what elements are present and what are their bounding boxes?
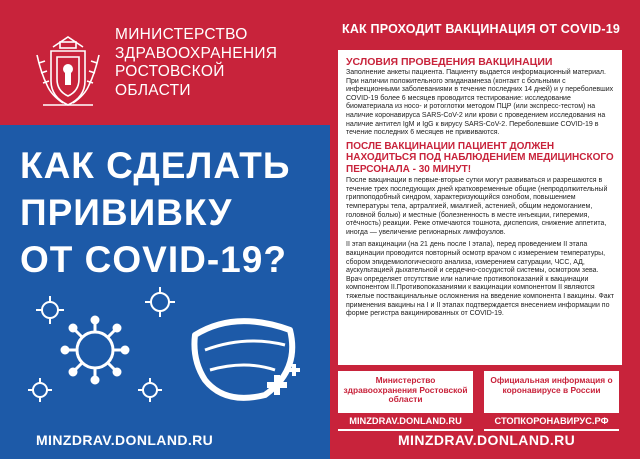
ministry-info-box — [338, 371, 473, 431]
coat-of-arms-icon — [33, 33, 103, 111]
ministry-name — [115, 26, 325, 100]
virus-icon — [36, 296, 64, 324]
ministry-box-text: Министерство здравоохранения Ростовской области — [343, 375, 468, 404]
website-link[interactable]: MINZDRAV.DONLAND.RU — [36, 432, 214, 448]
conditions-text: Заполнение анкеты пациента. Пациенту выдается информационный материал. При наличии положительного эпиданамнеза (контакт с больными с инфекционными заболеваниями в течение последних 14 дней) и у переболевших COVID-19 более 6 месяцев проводится тестирование: исследование биоматериала из носо- и ротоглотки методом ПЦР (или экспресс-тестом) на наличие коронавируса SARS-CoV-2 или крови с проведением исследования на наличие антител IgM и IgG к вирусу SARS-CoV-2. Переболевшие COVID-19 в течение последних 6 месяцев не прививаются. — [346, 69, 614, 137]
after-vaccination-text: После вакцинации в первые-вторые сутки могут развиваться и разрешаются в течение трех последующих дней кратковременные общие (непродолжительный гриппоподобный синдром, характеризующийся ознобом, повышением температуры тела, артралгией, миалгией, астенией, общим недомоганием, головной болью) и местные (болезненность в месте инъекции, гиперемия, отёчность) реакции. Реже отмечаются тошнота, диспепсия, снижение аппетита, иногда — увеличение регионарных лимфоузлов. — [346, 177, 608, 236]
website-link[interactable]: MINZDRAV.DONLAND.RU — [398, 432, 576, 448]
headline-line: КАК СДЕЛАТЬ — [20, 145, 291, 186]
headline-line: ОТ COVID-19? — [20, 239, 287, 280]
ministry-line: ЗДРАВООХРАНЕНИЯ — [115, 44, 278, 62]
virus-icon — [28, 378, 52, 402]
section-title: КАК ПРОХОДИТ ВАКЦИНАЦИЯ ОТ COVID-19 — [342, 22, 621, 36]
ministry-website-link[interactable]: MINZDRAV.DONLAND.RU — [338, 413, 473, 429]
second-stage-text: II этап вакцинации (на 21 день после I этапа), перед проведением II этапа вакцинации проводится повторный осмотр врачом с измерением температуры, сбором эпидемиологического анализа, измерением сатурации, ЧСС, АД, аускультацией дыхательной и сердечно-сосудистой системы, осмотром зева. Врач определяет отсутствие или наличие противопоказаний к вакцинации компонентом II.Противопоказаниями к вакцинации компонентом II являются тяжелые поствакцинальные осложнения на введение компонента I вакцины. Факт применения вакцины на I и II этапах подтверждается внесением информации по форме регистра вакцинированных от COVID-19. — [346, 241, 615, 318]
official-info-box — [484, 371, 619, 431]
virus-icon — [138, 378, 162, 402]
poster-headline — [20, 142, 330, 283]
headline-line: ПРИВИВКУ — [20, 192, 233, 233]
ministry-line: РОСТОВСКОЙ — [115, 63, 225, 80]
conditions-heading: УСЛОВИЯ ПРОВЕДЕНИЯ ВАКЦИНАЦИИ — [346, 56, 553, 68]
official-box-text: Официальная информация о коронавирусе в России — [490, 375, 613, 395]
info-card — [338, 50, 622, 365]
virus-icon — [62, 317, 128, 383]
covid-illustration — [20, 280, 320, 415]
ministry-line: ОБЛАСТИ — [115, 81, 191, 99]
stopcoronavirus-website-link[interactable]: СТОПКОРОНАВИРУС.РФ — [484, 413, 619, 429]
virus-icon — [145, 287, 175, 317]
ministry-line: МИНИСТЕРСТВО — [115, 26, 248, 43]
after-vaccination-heading: ПОСЛЕ ВАКЦИНАЦИИ ПАЦИЕНТ ДОЛЖЕН НАХОДИТЬСЯ ПОД НАБЛЮДЕНИЕМ МЕДИЦИНСКОГО ПЕРСОНАЛА - 30 МИНУТ! — [346, 140, 614, 175]
